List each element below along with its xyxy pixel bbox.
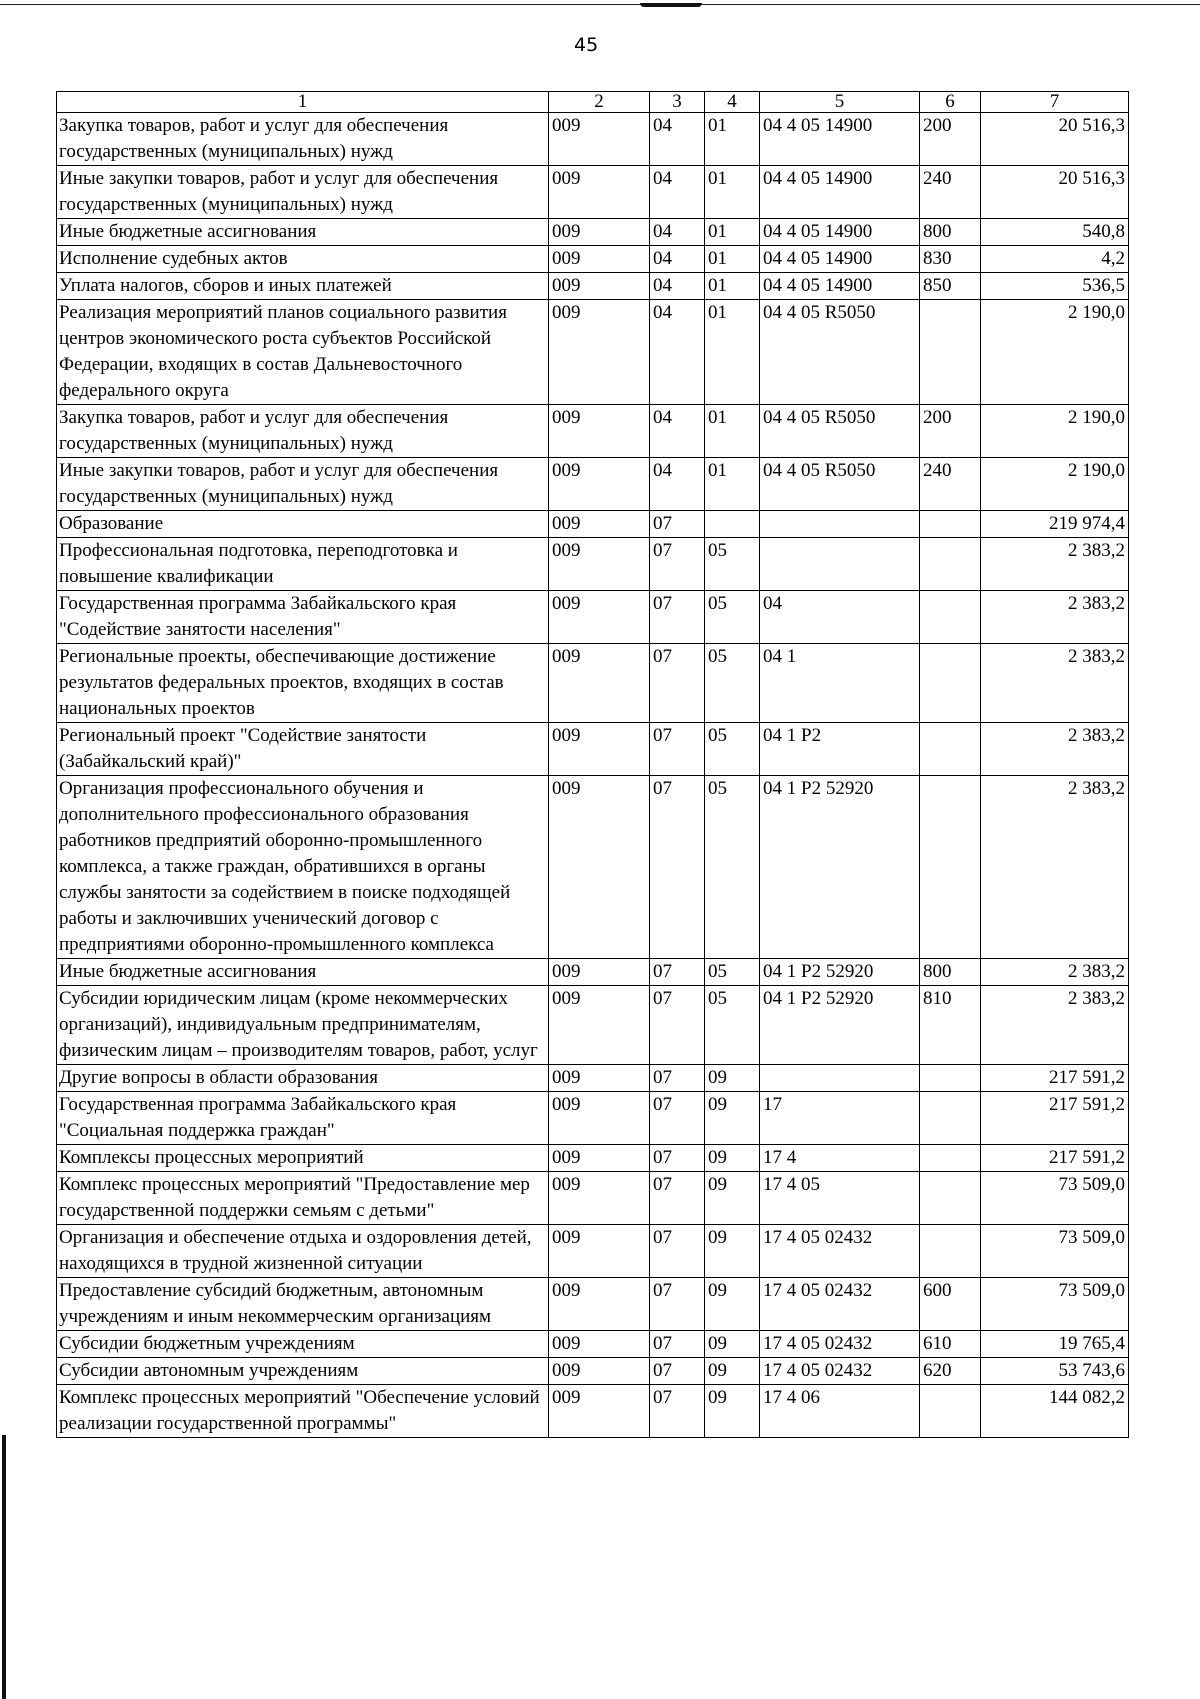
target-article-cell: 04 4 05 14900 xyxy=(760,219,920,246)
expense-type-cell: 620 xyxy=(920,1358,981,1385)
table-row xyxy=(57,959,1129,986)
subsection-code-cell: 01 xyxy=(705,273,760,300)
amount-cell: 73 509,0 xyxy=(981,1278,1129,1331)
amount-cell: 2 383,2 xyxy=(981,723,1129,776)
section-code-cell: 07 xyxy=(650,1358,705,1385)
subsection-code-cell: 09 xyxy=(705,1358,760,1385)
subsection-code-cell xyxy=(705,511,760,538)
target-article-cell: 04 4 05 R5050 xyxy=(760,405,920,458)
section-code-cell: 04 xyxy=(650,300,705,405)
subsection-code-cell: 09 xyxy=(705,1092,760,1145)
column-header: 6 xyxy=(920,92,981,113)
target-article-cell: 04 4 05 14900 xyxy=(760,113,920,166)
target-article-cell: 04 1 P2 52920 xyxy=(760,776,920,959)
amount-cell: 20 516,3 xyxy=(981,166,1129,219)
section-code-cell: 04 xyxy=(650,113,705,166)
row-name-cell: Региональные проекты, обеспечивающие достижение результатов федеральных проектов, входящих в состав национальных проектов xyxy=(57,644,549,723)
table-row xyxy=(57,1278,1129,1331)
admin-code-cell: 009 xyxy=(549,1145,650,1172)
admin-code-cell: 009 xyxy=(549,166,650,219)
target-article-cell: 04 1 P2 xyxy=(760,723,920,776)
admin-code-cell: 009 xyxy=(549,538,650,591)
subsection-code-cell: 09 xyxy=(705,1225,760,1278)
table-row xyxy=(57,1172,1129,1225)
row-name-cell: Другие вопросы в области образования xyxy=(57,1065,549,1092)
row-name-cell: Региональный проект "Содействие занятости (Забайкальский край)" xyxy=(57,723,549,776)
admin-code-cell: 009 xyxy=(549,644,650,723)
amount-cell: 2 383,2 xyxy=(981,538,1129,591)
table-row xyxy=(57,644,1129,723)
expense-type-cell: 240 xyxy=(920,166,981,219)
row-name-cell: Предоставление субсидий бюджетным, автономным учреждениям и иным некоммерческим организациям xyxy=(57,1278,549,1331)
admin-code-cell: 009 xyxy=(549,1358,650,1385)
admin-code-cell: 009 xyxy=(549,113,650,166)
subsection-code-cell: 01 xyxy=(705,246,760,273)
amount-cell: 2 190,0 xyxy=(981,300,1129,405)
expense-type-cell: 240 xyxy=(920,458,981,511)
subsection-code-cell: 05 xyxy=(705,986,760,1065)
row-name-cell: Иные закупки товаров, работ и услуг для обеспечения государственных (муниципальных) нужд xyxy=(57,458,549,511)
subsection-code-cell: 05 xyxy=(705,723,760,776)
target-article-cell: 04 4 05 14900 xyxy=(760,273,920,300)
table-row xyxy=(57,591,1129,644)
row-name-cell: Организация профессионального обучения и дополнительного профессионального образования работников предприятий оборонно-промышленного комплекса, а также граждан, обратившихся в органы службы занятости за содействием в поиске подходящей работы и заключивших ученический договор с предприятиями оборонно-промышленного комплекса xyxy=(57,776,549,959)
header-row xyxy=(57,92,1129,113)
subsection-code-cell: 05 xyxy=(705,959,760,986)
section-code-cell: 07 xyxy=(650,1145,705,1172)
row-name-cell: Иные бюджетные ассигнования xyxy=(57,219,549,246)
target-article-cell: 04 4 05 R5050 xyxy=(760,458,920,511)
column-header: 5 xyxy=(760,92,920,113)
expense-type-cell xyxy=(920,1065,981,1092)
expense-type-cell: 800 xyxy=(920,219,981,246)
target-article-cell: 04 4 05 14900 xyxy=(760,166,920,219)
expense-type-cell: 830 xyxy=(920,246,981,273)
row-name-cell: Государственная программа Забайкальского края "Социальная поддержка граждан" xyxy=(57,1092,549,1145)
expense-type-cell: 850 xyxy=(920,273,981,300)
amount-cell: 219 974,4 xyxy=(981,511,1129,538)
amount-cell: 217 591,2 xyxy=(981,1092,1129,1145)
column-header: 7 xyxy=(981,92,1129,113)
table-row xyxy=(57,986,1129,1065)
target-article-cell: 17 4 05 02432 xyxy=(760,1225,920,1278)
section-code-cell: 07 xyxy=(650,591,705,644)
row-name-cell: Организация и обеспечение отдыха и оздоровления детей, находящихся в трудной жизненной ситуации xyxy=(57,1225,549,1278)
admin-code-cell: 009 xyxy=(549,458,650,511)
table-row xyxy=(57,113,1129,166)
subsection-code-cell: 09 xyxy=(705,1065,760,1092)
expense-type-cell xyxy=(920,1172,981,1225)
subsection-code-cell: 01 xyxy=(705,405,760,458)
section-code-cell: 07 xyxy=(650,1172,705,1225)
table-row xyxy=(57,723,1129,776)
table-row xyxy=(57,246,1129,273)
admin-code-cell: 009 xyxy=(549,219,650,246)
expense-type-cell xyxy=(920,1225,981,1278)
amount-cell: 19 765,4 xyxy=(981,1331,1129,1358)
row-name-cell: Профессиональная подготовка, переподготовка и повышение квалификации xyxy=(57,538,549,591)
subsection-code-cell: 05 xyxy=(705,538,760,591)
expense-type-cell: 810 xyxy=(920,986,981,1065)
subsection-code-cell: 01 xyxy=(705,300,760,405)
row-name-cell: Закупка товаров, работ и услуг для обеспечения государственных (муниципальных) нужд xyxy=(57,113,549,166)
row-name-cell: Субсидии бюджетным учреждениям xyxy=(57,1331,549,1358)
section-code-cell: 04 xyxy=(650,166,705,219)
target-article-cell: 04 1 P2 52920 xyxy=(760,959,920,986)
expense-type-cell xyxy=(920,1145,981,1172)
section-code-cell: 04 xyxy=(650,273,705,300)
admin-code-cell: 009 xyxy=(549,1278,650,1331)
amount-cell: 2 383,2 xyxy=(981,591,1129,644)
section-code-cell: 07 xyxy=(650,959,705,986)
row-name-cell: Реализация мероприятий планов социального развития центров экономического роста субъектов Российской Федерации, входящих в состав Дальневосточного федерального округа xyxy=(57,300,549,405)
expense-type-cell: 200 xyxy=(920,113,981,166)
table-row xyxy=(57,458,1129,511)
expense-type-cell xyxy=(920,644,981,723)
table-row xyxy=(57,538,1129,591)
section-code-cell: 07 xyxy=(650,511,705,538)
section-code-cell: 07 xyxy=(650,1225,705,1278)
amount-cell: 2 190,0 xyxy=(981,458,1129,511)
expense-type-cell xyxy=(920,538,981,591)
page-number: 45 xyxy=(574,34,599,56)
subsection-code-cell: 01 xyxy=(705,219,760,246)
column-header: 4 xyxy=(705,92,760,113)
table-row xyxy=(57,219,1129,246)
target-article-cell: 17 4 06 xyxy=(760,1385,920,1438)
admin-code-cell: 009 xyxy=(549,1065,650,1092)
table-row xyxy=(57,166,1129,219)
table-row xyxy=(57,511,1129,538)
target-article-cell: 04 4 05 R5050 xyxy=(760,300,920,405)
table-row xyxy=(57,405,1129,458)
subsection-code-cell: 01 xyxy=(705,113,760,166)
row-name-cell: Иные бюджетные ассигнования xyxy=(57,959,549,986)
amount-cell: 536,5 xyxy=(981,273,1129,300)
section-code-cell: 07 xyxy=(650,1331,705,1358)
admin-code-cell: 009 xyxy=(549,1331,650,1358)
target-article-cell: 04 4 05 14900 xyxy=(760,246,920,273)
section-code-cell: 07 xyxy=(650,776,705,959)
amount-cell: 540,8 xyxy=(981,219,1129,246)
table-row xyxy=(57,1331,1129,1358)
amount-cell: 2 383,2 xyxy=(981,959,1129,986)
target-article-cell: 17 4 05 02432 xyxy=(760,1331,920,1358)
budget-table xyxy=(56,91,1129,1438)
admin-code-cell: 009 xyxy=(549,986,650,1065)
expense-type-cell xyxy=(920,1385,981,1438)
subsection-code-cell: 05 xyxy=(705,591,760,644)
target-article-cell: 17 4 05 xyxy=(760,1172,920,1225)
subsection-code-cell: 09 xyxy=(705,1145,760,1172)
admin-code-cell: 009 xyxy=(549,959,650,986)
table-row xyxy=(57,1225,1129,1278)
row-name-cell: Уплата налогов, сборов и иных платежей xyxy=(57,273,549,300)
subsection-code-cell: 01 xyxy=(705,166,760,219)
amount-cell: 2 383,2 xyxy=(981,644,1129,723)
section-code-cell: 07 xyxy=(650,1065,705,1092)
target-article-cell: 04 xyxy=(760,591,920,644)
table-row xyxy=(57,300,1129,405)
section-code-cell: 07 xyxy=(650,538,705,591)
scan-edge-bar xyxy=(2,1435,6,1699)
expense-type-cell: 800 xyxy=(920,959,981,986)
row-name-cell: Иные закупки товаров, работ и услуг для обеспечения государственных (муниципальных) нужд xyxy=(57,166,549,219)
row-name-cell: Субсидии автономным учреждениям xyxy=(57,1358,549,1385)
table-row xyxy=(57,776,1129,959)
scan-artifact xyxy=(640,3,702,7)
subsection-code-cell: 09 xyxy=(705,1331,760,1358)
target-article-cell: 17 4 05 02432 xyxy=(760,1278,920,1331)
expense-type-cell xyxy=(920,723,981,776)
table-row xyxy=(57,273,1129,300)
admin-code-cell: 009 xyxy=(549,1092,650,1145)
expense-type-cell: 600 xyxy=(920,1278,981,1331)
expense-type-cell xyxy=(920,511,981,538)
top-scan-line xyxy=(0,4,1200,5)
row-name-cell: Государственная программа Забайкальского края "Содействие занятости населения" xyxy=(57,591,549,644)
admin-code-cell: 009 xyxy=(549,246,650,273)
expense-type-cell xyxy=(920,776,981,959)
amount-cell: 73 509,0 xyxy=(981,1225,1129,1278)
expense-type-cell: 610 xyxy=(920,1331,981,1358)
section-code-cell: 07 xyxy=(650,1385,705,1438)
target-article-cell: 17 4 05 02432 xyxy=(760,1358,920,1385)
admin-code-cell: 009 xyxy=(549,1385,650,1438)
subsection-code-cell: 05 xyxy=(705,776,760,959)
section-code-cell: 07 xyxy=(650,723,705,776)
target-article-cell xyxy=(760,511,920,538)
admin-code-cell: 009 xyxy=(549,405,650,458)
table-row xyxy=(57,1358,1129,1385)
expense-type-cell xyxy=(920,591,981,644)
section-code-cell: 07 xyxy=(650,1278,705,1331)
row-name-cell: Образование xyxy=(57,511,549,538)
admin-code-cell: 009 xyxy=(549,273,650,300)
admin-code-cell: 009 xyxy=(549,776,650,959)
expense-type-cell: 200 xyxy=(920,405,981,458)
row-name-cell: Комплексы процессных мероприятий xyxy=(57,1145,549,1172)
column-header: 2 xyxy=(549,92,650,113)
table-row xyxy=(57,1092,1129,1145)
target-article-cell: 04 1 P2 52920 xyxy=(760,986,920,1065)
amount-cell: 2 383,2 xyxy=(981,986,1129,1065)
admin-code-cell: 009 xyxy=(549,511,650,538)
amount-cell: 217 591,2 xyxy=(981,1145,1129,1172)
section-code-cell: 07 xyxy=(650,644,705,723)
target-article-cell: 17 4 xyxy=(760,1145,920,1172)
amount-cell: 2 383,2 xyxy=(981,776,1129,959)
row-name-cell: Исполнение судебных актов xyxy=(57,246,549,273)
column-header: 1 xyxy=(57,92,549,113)
target-article-cell xyxy=(760,1065,920,1092)
subsection-code-cell: 09 xyxy=(705,1385,760,1438)
row-name-cell: Комплекс процессных мероприятий "Предоставление мер государственной поддержки семьям с детьми" xyxy=(57,1172,549,1225)
admin-code-cell: 009 xyxy=(549,723,650,776)
amount-cell: 73 509,0 xyxy=(981,1172,1129,1225)
table-row xyxy=(57,1065,1129,1092)
section-code-cell: 04 xyxy=(650,246,705,273)
amount-cell: 53 743,6 xyxy=(981,1358,1129,1385)
expense-type-cell xyxy=(920,300,981,405)
row-name-cell: Комплекс процессных мероприятий "Обеспечение условий реализации государственной программы" xyxy=(57,1385,549,1438)
target-article-cell: 17 xyxy=(760,1092,920,1145)
section-code-cell: 04 xyxy=(650,458,705,511)
target-article-cell xyxy=(760,538,920,591)
row-name-cell: Закупка товаров, работ и услуг для обеспечения государственных (муниципальных) нужд xyxy=(57,405,549,458)
amount-cell: 20 516,3 xyxy=(981,113,1129,166)
row-name-cell: Субсидии юридическим лицам (кроме некоммерческих организаций), индивидуальным предпринимателям, физическим лицам – производителям товаров, работ, услуг xyxy=(57,986,549,1065)
target-article-cell: 04 1 xyxy=(760,644,920,723)
section-code-cell: 04 xyxy=(650,405,705,458)
section-code-cell: 04 xyxy=(650,219,705,246)
table-row xyxy=(57,1145,1129,1172)
section-code-cell: 07 xyxy=(650,1092,705,1145)
subsection-code-cell: 09 xyxy=(705,1278,760,1331)
amount-cell: 4,2 xyxy=(981,246,1129,273)
subsection-code-cell: 09 xyxy=(705,1172,760,1225)
subsection-code-cell: 01 xyxy=(705,458,760,511)
amount-cell: 217 591,2 xyxy=(981,1065,1129,1092)
table-row xyxy=(57,1385,1129,1438)
admin-code-cell: 009 xyxy=(549,300,650,405)
section-code-cell: 07 xyxy=(650,986,705,1065)
admin-code-cell: 009 xyxy=(549,1172,650,1225)
subsection-code-cell: 05 xyxy=(705,644,760,723)
admin-code-cell: 009 xyxy=(549,1225,650,1278)
admin-code-cell: 009 xyxy=(549,591,650,644)
amount-cell: 144 082,2 xyxy=(981,1385,1129,1438)
column-header: 3 xyxy=(650,92,705,113)
amount-cell: 2 190,0 xyxy=(981,405,1129,458)
expense-type-cell xyxy=(920,1092,981,1145)
